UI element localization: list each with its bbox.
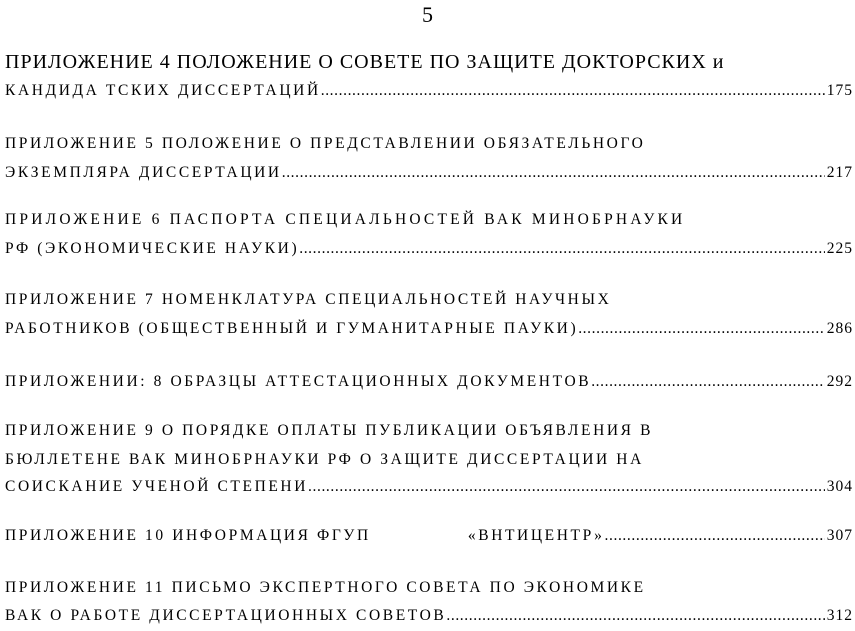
toc-entry-last-line[interactable]: ПРИЛОЖЕНИИ: 8 ОБРАЗЦЫ АТТЕСТАЦИОННЫХ ДОКУМЕНТОВ ..... 292 [5, 372, 853, 392]
toc-page-number: 304 [826, 478, 853, 495]
toc-entry-line: ПРИЛОЖЕНИЕ 4 ПОЛОЖЕНИЕ О СОВЕТЕ ПО ЗАЩИТЕ ДОКТОРСКИХ и [5, 51, 725, 73]
toc-entry-line: БЮЛЛЕТЕНЕ ВАК МИНОБРНАУКИ РФ О ЗАЩИТЕ ДИССЕРТАЦИИ НА [5, 451, 644, 468]
leader-dots [282, 163, 825, 183]
toc-page-number: 175 [826, 82, 853, 99]
toc-entry-last-line[interactable]: ВАК О РАБОТЕ ДИССЕРТАЦИОННЫХ СОВЕТОВ ..... 312 [5, 606, 853, 626]
toc-page-number: 292 [826, 373, 853, 390]
leader-dots [446, 606, 824, 626]
leader-dots [299, 239, 825, 259]
leader-dots [591, 372, 825, 392]
toc-entry-line: ПРИЛОЖЕНИЕ 11 ПИСЬМО ЭКСПЕРТНОГО СОВЕТА ПО ЭКОНОМИКЕ [5, 579, 646, 596]
toc-entry-last-line[interactable]: ЭКЗЕМПЛЯРА ДИССЕРТАЦИИ ..... 217 [5, 163, 853, 183]
leader-dots [605, 526, 825, 546]
toc-entry-last-line[interactable]: РФ (ЭКОНОМИЧЕСКИЕ НАУКИ) ..... 225 [5, 239, 853, 259]
toc-entry-line: ПРИЛОЖЕНИЕ 5 ПОЛОЖЕНИЕ О ПРЕДСТАВЛЕНИИ ОБЯЗАТЕЛЬНОГО [5, 135, 646, 152]
page-number: 5 [422, 2, 433, 27]
toc-page-number: 286 [826, 320, 853, 337]
toc-entry-line: ПРИЛОЖЕНИЕ 7 НОМЕНКЛАТУРА СПЕЦИАЛЬНОСТЕЙ НАУЧНЫХ [5, 291, 612, 308]
toc-entry-last-line[interactable]: КАНДИДА ТСКИХ ДИССЕРТАЦИЙ ..... 175 [5, 81, 853, 101]
toc-page-number: 217 [826, 164, 853, 181]
toc-entry-last-line[interactable]: РАБОТНИКОВ (ОБЩЕСТВЕННЫЙ И ГУМАНИТАРНЫЕ ПАУКИ) ..... 286 [5, 319, 853, 339]
toc-page-number: 225 [826, 240, 853, 257]
toc-page-number: 312 [826, 607, 853, 624]
toc-entry-line: ПРИЛОЖЕНИЕ 9 О ПОРЯДКЕ ОПЛАТЫ ПУБЛИКАЦИИ ОБЪЯВЛЕНИЯ В [5, 422, 654, 439]
leader-dots [321, 81, 825, 101]
leader-dots [578, 319, 825, 339]
toc-entry-last-line[interactable]: СОИСКАНИЕ УЧЕНОЙ СТЕПЕНИ ..... 304 [5, 477, 853, 497]
toc-page-number: 307 [826, 527, 853, 544]
leader-dots [308, 477, 825, 497]
toc-entry-line: ПРИЛОЖЕНИЕ 6 ПАСПОРТА СПЕЦИАЛЬНОСТЕЙ ВАК МИНОБРНАУКИ [5, 211, 686, 228]
toc-entry-last-line[interactable]: ПРИЛОЖЕНИЕ 10 ИНФОРМАЦИЯ ФГУП «ВНТИЦЕНТР» ..... 307 [5, 526, 853, 546]
